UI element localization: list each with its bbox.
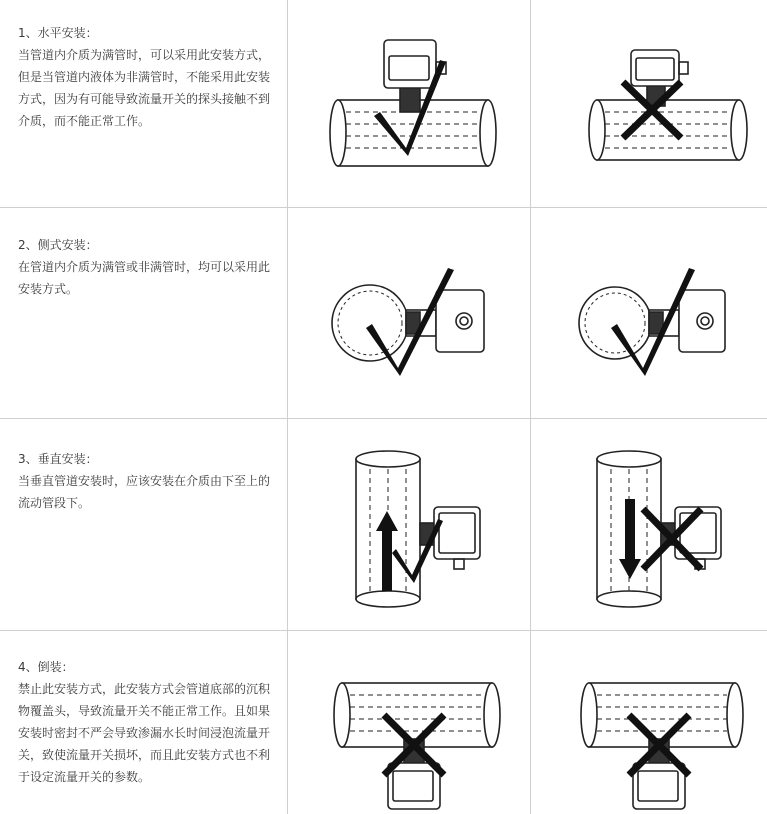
row-description: 禁止此安装方式，此安装方式会管道底部的沉积物覆盖头，导致流量开关不能正常工作。且如果安装时密封不严会导致渗漏水长时间浸泡流量开关，致使流量开关损坏，而且此安装方式也不利于设定流量开关的参数。	[18, 682, 271, 784]
row-heading: 2、侧式安装：	[18, 238, 98, 252]
inverted-install-wrong-illustration-2	[531, 631, 767, 814]
row-3-text	[18, 448, 270, 514]
side-install-correct-illustration-1	[288, 208, 530, 418]
row-2-text	[18, 234, 270, 300]
horizontal-install-wrong-illustration	[531, 0, 767, 207]
row-4-text	[18, 656, 270, 788]
horizontal-install-correct-illustration	[288, 0, 530, 207]
inverted-install-wrong-illustration-1	[288, 631, 530, 814]
row-description: 当垂直管道安装时，应该安装在介质由下至上的流动管段下。	[18, 474, 271, 510]
row-description: 当管道内介质为满管时，可以采用此安装方式，但是当管道内液体为非满管时，不能采用此安装方式，因为有可能导致流量开关的探头接触不到介质，而不能正常工作。	[18, 48, 271, 128]
row-heading: 4、倒装：	[18, 660, 74, 674]
side-install-correct-illustration-2	[531, 208, 767, 418]
vertical-install-correct-illustration	[288, 419, 530, 630]
row-heading: 3、垂直安装：	[18, 452, 98, 466]
row-description: 在管道内介质为满管或非满管时，均可以采用此安装方式。	[18, 260, 271, 296]
row-heading: 1、水平安装：	[18, 26, 98, 40]
row-1-text	[18, 22, 270, 132]
vertical-install-wrong-illustration	[531, 419, 767, 630]
